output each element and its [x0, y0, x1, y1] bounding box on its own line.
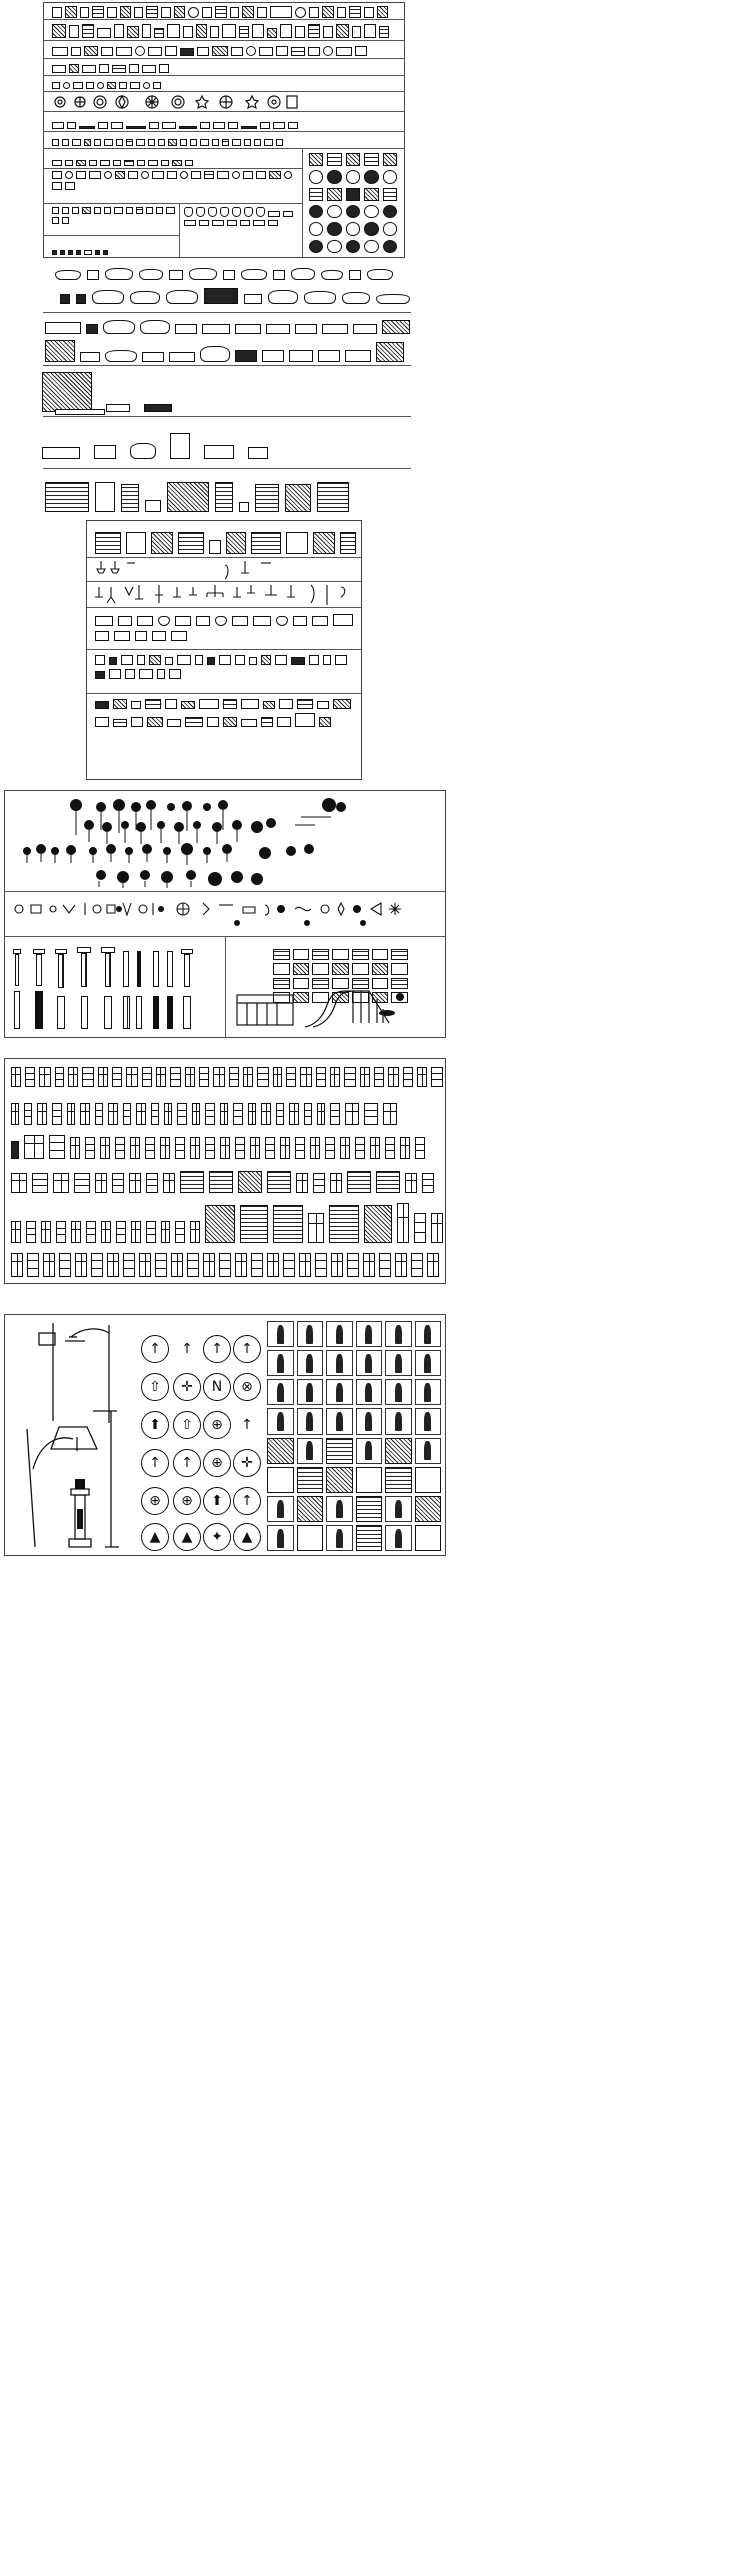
bed-elevation-row-2	[45, 336, 410, 362]
compass-icon: ↑	[173, 1335, 201, 1363]
sofa-elevation-row-1	[55, 266, 410, 280]
cabinet-elevation-row	[95, 526, 357, 554]
sheet-symbols-people	[4, 1314, 446, 1556]
compass-icon: ✛	[233, 1449, 261, 1477]
table-chair-row	[52, 43, 402, 56]
column-shaft	[123, 996, 130, 1029]
divider	[87, 557, 362, 558]
north-arrow-icon: ↑	[141, 1449, 169, 1477]
bed-plan-row	[52, 61, 202, 73]
north-arrow-icon: ⊕	[203, 1449, 231, 1477]
column-shaft	[153, 996, 159, 1029]
north-arrow-icon: ⇧	[141, 1373, 169, 1401]
door-row-2	[11, 1099, 443, 1125]
street-lamp-group	[13, 1319, 133, 1554]
divider	[44, 203, 302, 204]
armchair-plan-row	[184, 207, 299, 255]
column-shaft	[14, 991, 20, 1029]
carpet-tile-grid	[309, 153, 397, 253]
north-arrow-icon: ✦	[203, 1523, 231, 1551]
divider	[302, 148, 303, 258]
divider	[43, 468, 411, 469]
compass-icon: ⊕	[173, 1487, 201, 1515]
north-arrow-icon: ▲	[141, 1523, 169, 1551]
kitchen-fixtures-row	[52, 115, 402, 129]
wardrobe-elevation-row	[45, 478, 350, 512]
door-row-1	[11, 1065, 443, 1087]
sheet-landscape-decor	[4, 790, 446, 1038]
compass-icon: ▲	[173, 1523, 201, 1551]
dining-chair-elevation-row	[95, 614, 357, 646]
ornament-row	[11, 895, 441, 935]
divider	[44, 58, 405, 59]
compass-icon: ⊗	[233, 1373, 261, 1401]
rosette-row	[52, 93, 302, 111]
compass-icon: ⇧	[173, 1411, 201, 1439]
divider	[44, 235, 179, 236]
kitchen-elevation-row	[42, 368, 212, 412]
door-row-3	[11, 1131, 443, 1159]
sheet-interior-elements	[86, 520, 362, 780]
divider	[87, 649, 362, 650]
window-row-1	[11, 1167, 443, 1193]
compass-icon: ▲	[233, 1523, 261, 1551]
dining-set-row	[42, 425, 292, 459]
column-shaft	[58, 954, 64, 988]
sofa-elevation-row-2	[60, 282, 410, 304]
divider	[43, 312, 411, 313]
office-desk-row	[52, 151, 297, 166]
divider	[44, 91, 405, 92]
column-shaft	[15, 954, 19, 986]
north-arrow-icon: N	[203, 1373, 231, 1401]
small-items-row	[52, 78, 202, 89]
column-shaft	[104, 996, 112, 1029]
divider	[44, 148, 405, 149]
north-arrow-icon: ⊕	[141, 1487, 169, 1515]
column-shaft	[167, 996, 173, 1029]
column-shaft	[123, 951, 129, 987]
sheet-furniture-plan	[43, 2, 405, 258]
north-arrow-icon: ↑	[141, 1335, 169, 1363]
column-shaft	[153, 951, 159, 987]
column-shaft	[105, 953, 111, 987]
sofa-set-row	[52, 22, 402, 38]
workstation-row	[52, 171, 297, 201]
divider	[44, 131, 405, 132]
divider	[43, 365, 411, 366]
north-arrow-icon: ⊕	[203, 1411, 231, 1439]
chair-plan-row	[52, 207, 177, 233]
compass-icon: ↑	[173, 1449, 201, 1477]
compass-icon: ↑	[233, 1487, 261, 1515]
appliance-row	[52, 134, 402, 146]
column-shaft	[137, 951, 141, 987]
bed-elevation-row-1	[45, 318, 410, 334]
divider	[87, 581, 362, 582]
column-shaft	[183, 996, 191, 1029]
chandelier-row	[95, 583, 357, 609]
sofa-plan-row	[52, 5, 402, 18]
compass-icon: ↑	[233, 1335, 261, 1363]
picture-frame-row	[95, 699, 357, 777]
column-shaft	[36, 954, 42, 986]
column-shaft	[81, 996, 88, 1029]
column-shaft	[167, 951, 173, 987]
divider	[44, 168, 302, 169]
divider	[44, 111, 405, 112]
divider	[87, 693, 362, 694]
wall-cabinet-row	[55, 407, 115, 415]
divider	[179, 203, 180, 258]
divider	[44, 75, 405, 76]
window-row-2	[11, 1199, 443, 1243]
dots-row	[52, 239, 177, 255]
north-arrow-icon: ↑	[203, 1335, 231, 1363]
column-shaft	[35, 991, 43, 1029]
divider	[43, 416, 411, 417]
column-shaft	[57, 996, 65, 1029]
divider	[44, 19, 405, 20]
column-shaft	[136, 996, 142, 1029]
north-arrow-icon: ⬆	[141, 1411, 169, 1439]
north-arrow-icon: ⬆	[203, 1487, 231, 1515]
equipment-row	[95, 655, 357, 691]
staircase-elevation	[235, 989, 410, 1031]
compass-icon: ✛	[173, 1373, 201, 1401]
plant-elevation-group	[11, 795, 351, 890]
compass-icon: ↑	[233, 1411, 261, 1439]
pendant-lamp-row	[95, 559, 355, 581]
divider	[225, 936, 226, 1038]
people-figure-grid	[267, 1321, 441, 1551]
window-row-3	[11, 1247, 443, 1277]
divider	[44, 40, 405, 41]
divider	[5, 891, 446, 892]
column-shaft	[184, 954, 190, 987]
sheet-doors-windows	[4, 1058, 446, 1284]
column-shaft	[81, 953, 87, 987]
